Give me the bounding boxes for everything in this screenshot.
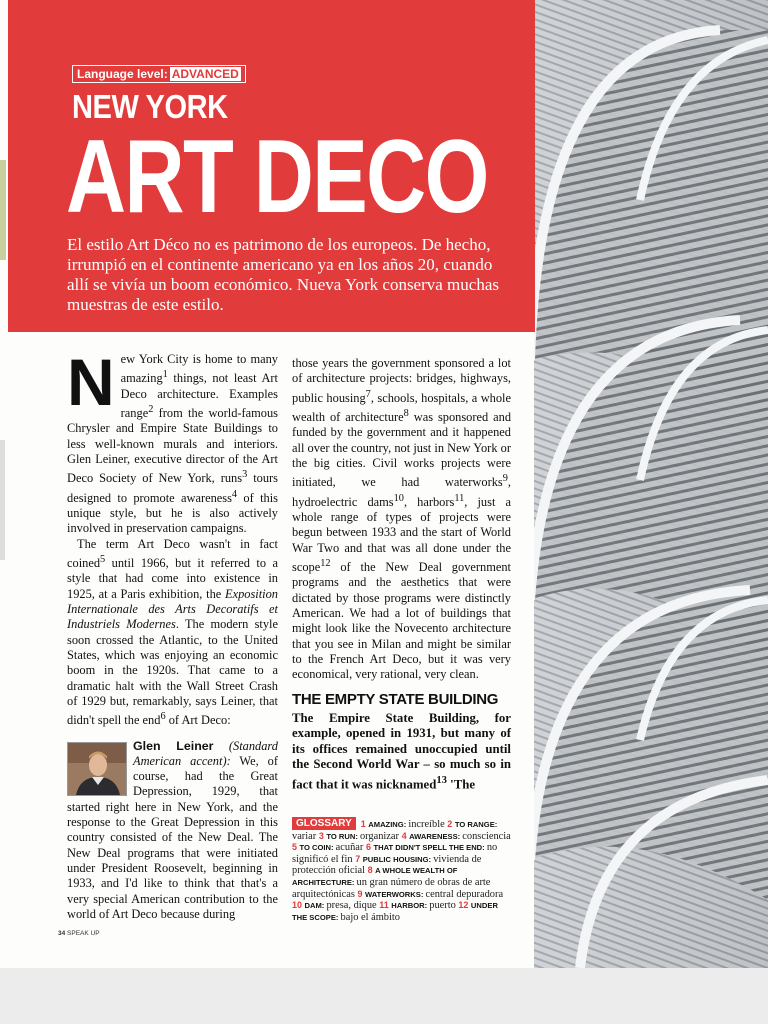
glossary-number: 4 [401, 830, 410, 841]
glossary-number: 5 [292, 842, 300, 853]
footnote-ref: 8 [403, 408, 409, 420]
glossary [292, 817, 514, 923]
glossary-term: DAM: [304, 901, 327, 911]
speaker-quote: Glen Leiner (Standard American accent): We, of course, had the Great Depression, 1929, that started right here in New York, and the response to the Great Depression in this country consisted of the New Deal. The New Deal programs that were initiated under President Roosevelt, beginning in 1933, and I'd like to think that that's a very special American contribution to the world of Art Deco because during [67, 738, 278, 921]
glossary-number: 7 [355, 853, 363, 864]
glossary-label: GLOSSARY [292, 817, 356, 830]
glossary-definition: variar [292, 830, 319, 842]
paragraph: New York City is home to many amazing$^1$ things, not least Art Deco architecture. Examples range$^2$ from the world-famous Chrysler and Empire State Buildings to less well-known murals and interiors. Glen Leiner, executive director of the Art Deco Society of New York, runs$^3$ tours designed to promote awareness$^4$ of this unique style, but he is also actively involved in preservation campaigns. [67, 345, 279, 536]
glossary-entry [379, 900, 458, 911]
glossary-term: PUBLIC HOUSING: [362, 854, 434, 864]
language-level-label: Language level: [77, 67, 168, 81]
glossary-number: 6 [365, 842, 374, 853]
article-column-1 [67, 345, 279, 922]
article-column-2 [292, 356, 511, 793]
glossary-number: 1 [360, 819, 369, 829]
footnote-ref: 6 [160, 711, 166, 723]
glossary-entry [402, 831, 511, 842]
page-edge-mark [0, 440, 5, 560]
drop-cap: N [67, 345, 115, 419]
glossary-term: HARBOR: [391, 901, 430, 911]
glossary-term: TO RUN: [326, 831, 360, 841]
glossary-definition: central depuradora [425, 888, 504, 900]
building-photo [520, 0, 768, 968]
page-edge-mark [0, 160, 6, 260]
scan-margin [0, 968, 768, 1024]
glossary-number: 8 [367, 865, 376, 876]
footnote-ref: 13 [436, 774, 447, 786]
glossary-number: 2 [447, 819, 455, 829]
footnote-ref: 12 [320, 558, 331, 570]
glossary-term: TO RANGE: [454, 820, 498, 829]
glossary-definition: vivienda de protección oficial [292, 853, 482, 877]
language-level-badge [72, 65, 246, 83]
footnote-ref: 5 [100, 554, 106, 566]
glossary-number: 12 [458, 900, 471, 911]
glossary-definition: bajo el ámbito [340, 911, 400, 923]
paragraph: those years the government sponsored a lot of architecture projects: bridges, highways, public housing$^7$, schools, hospitals, a whole wealth of architecture$^8$ was sponsored and funded by the government and it happened all over the country, not just in New York or the big cities. Civil works projects were initiated, we had waterworks$^9$, hydroelectric dams$^{10}$, harbors$^{11}$, just a whole range of types of projects were begun between 1933 and the start of World War Two and that was all done under the scope$^{12}$ of the New Deal government programs and the aesthetics that were dictated by those programs were distinctly American. We had a lot of buildings that might look like the Novecento architecture that you see in Milan and might be similar to the French Art Deco, but it was very economical, very rational, very clean. [292, 356, 512, 682]
footnote-ref: 11 [454, 492, 465, 504]
glossary-entry [361, 819, 448, 830]
exhibition-name: Exposition Internationale des Arts Decoratifs et Industriels Modernes [67, 586, 278, 632]
page-footer [58, 930, 100, 937]
glossary-number: 10 [292, 900, 305, 911]
footnote-ref: 3 [242, 469, 248, 481]
glossary-definition: acuñar [335, 842, 366, 854]
glossary-entry [292, 900, 379, 911]
footnote-ref: 9 [502, 473, 508, 485]
bold-lead-paragraph: The Empire State Building, for example, opened in 1931, but many of its offices remained unoccupied until the Second World War – so much so in fact that it was nicknamed$^{13}$ 'The [292, 710, 511, 792]
glossary-term: AWARENESS: [409, 831, 463, 841]
glossary-term: WATERWORKS: [365, 889, 426, 899]
glossary-entry [319, 831, 402, 842]
glossary-definition: un gran número de obras de arte arquitectónicas [292, 876, 491, 900]
glossary-entry [292, 842, 366, 853]
glossary-number: 3 [318, 830, 327, 841]
footnote-ref: 2 [148, 404, 154, 416]
language-level-value: ADVANCED [171, 67, 239, 81]
footnote-ref: 1 [162, 369, 168, 381]
glossary-term: TO COIN: [299, 843, 336, 853]
glossary-definition: increíble [408, 819, 448, 830]
glossary-term: UNDER THE SCOPE: [292, 901, 498, 922]
footnote-ref: 10 [393, 492, 404, 504]
glossary-entries [292, 819, 511, 923]
glossary-definition: puerto [429, 900, 459, 912]
magazine-name: SPEAK UP [67, 930, 100, 937]
section-heading: THE EMPTY STATE BUILDING [292, 690, 499, 708]
glossary-number: 11 [379, 900, 392, 911]
glossary-number: 9 [357, 888, 366, 899]
footnote-ref: 7 [365, 388, 371, 400]
headline-kicker: NEW YORK [72, 88, 228, 125]
glossary-definition: organizar [359, 830, 402, 842]
glossary-definition: presa, dique [326, 900, 380, 912]
standfirst: El estilo Art Déco no es patrimono de los europeos. De hecho, irrumpió en el continente americano ya en los años 20, cuando allí se vivía un boom económico. Nueva York conserva muchas muestras de este estilo. [67, 235, 499, 314]
glossary-definition: consciencia [462, 830, 511, 842]
glossary-term: THAT DIDN'T SPELL THE END: [373, 843, 487, 853]
glossary-definition: no significó el fin [292, 842, 498, 865]
glossary-entry [358, 889, 504, 900]
glossary-term: AMAZING: [368, 820, 409, 829]
speaker-accent: (Standard American accent): [133, 738, 278, 768]
page-number: 34 [58, 930, 66, 937]
speaker-name: Glen Leiner [133, 738, 214, 753]
headline-title: ART DECO [66, 119, 488, 235]
paragraph: The term Art Deco wasn't in fact coined$^5$ until 1966, but it referred to a style that had come into existence in 1925, at a Paris exhibition, the Exposition Internationale des Arts Decoratifs et Industriels Modernes. The modern style soon crossed the Atlantic, to the United States, which was enjoying an economic boom in the 1920s. That came to a dramatic halt with the Wall Street Crash of 1929 but, remarkably, says Leiner, that didn't spell the end$^6$ of Art Deco: [67, 536, 279, 728]
speaker-portrait [67, 742, 127, 796]
footnote-ref: 4 [231, 488, 238, 500]
glossary-term: A WHOLE WEALTH OF ARCHITECTURE: [292, 866, 458, 887]
